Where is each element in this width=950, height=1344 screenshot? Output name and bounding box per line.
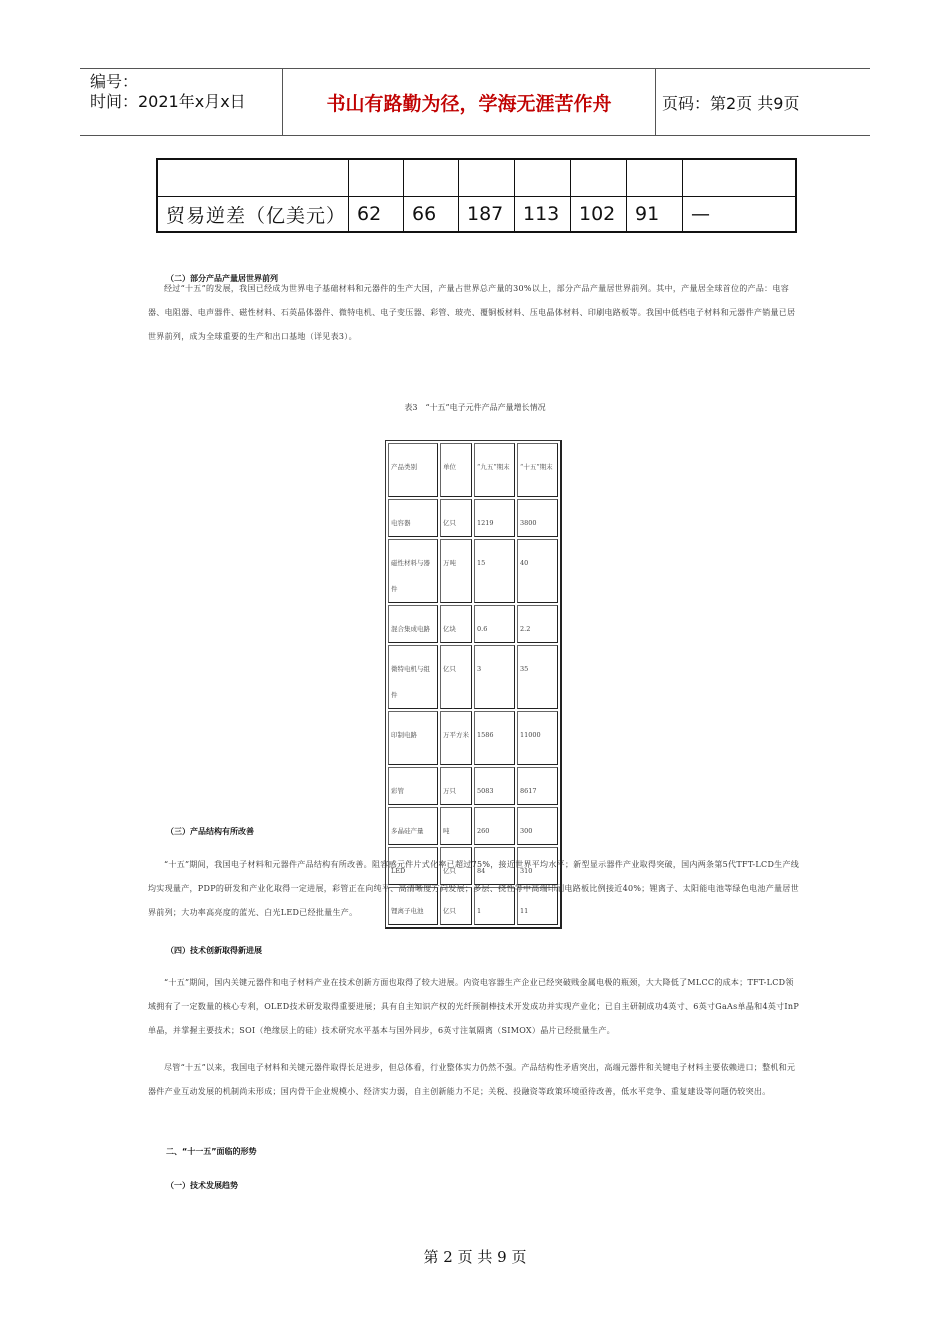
table-cell: 3800 — [517, 499, 558, 537]
table-cell: 84 — [474, 847, 515, 885]
column-header: 产品类别 — [388, 443, 438, 497]
table-cell: 万吨 — [440, 539, 472, 603]
trade-deficit-table — [156, 158, 797, 233]
table-cell: 锂离子电池 — [388, 887, 438, 925]
section-heading: （三）产品结构有所改善 — [166, 827, 254, 836]
subsection-heading: （一）技术发展趋势 — [166, 1181, 238, 1190]
table-cell: 万只 — [440, 767, 472, 805]
table-row — [388, 807, 558, 845]
column-header: “十五”期末 — [517, 443, 558, 497]
table-cell: 亿只 — [440, 499, 472, 537]
table-cell: 300 — [517, 807, 558, 845]
row-label: 贸易逆差（亿美元） — [157, 197, 349, 233]
table-cell: 彩管 — [388, 767, 438, 805]
table-cell: 11000 — [517, 711, 558, 765]
table-cell: 1219 — [474, 499, 515, 537]
table-cell: 40 — [517, 539, 558, 603]
table-cell: 亿只 — [440, 645, 472, 709]
table-cell: 印制电路 — [388, 711, 438, 765]
table-cell: 微特电机与组件 — [388, 645, 438, 709]
table-cell: 15 — [474, 539, 515, 603]
table-cell: 多晶硅产量 — [388, 807, 438, 845]
table-row — [388, 645, 558, 709]
header-divider — [282, 68, 283, 136]
table-cell: 万平方米 — [440, 711, 472, 765]
table-cell: 亿块 — [440, 605, 472, 643]
paragraph: “十五”期间，我国电子材料和元器件产品结构有所改善。阻容感元件片式化率已超过75%，接近世界平均水平；新型显示器件产业取得突破，国内两条第5代TFT-LCD生产线均实现量产，PDP的研发和产业化取得一定进展，彩管正在向纯平、高清晰度方向发展；多层、挠性等中高端印刷电路板比例接近40%；锂离子、太阳能电池等绿色电池产量居世界前列；大功率高亮度的蓝光、白光LED已经批量生产。 — [148, 860, 800, 917]
table-cell: — — [683, 197, 797, 233]
table-cell: 113 — [515, 197, 571, 233]
paragraph: 经过“十五”的发展，我国已经成为世界电子基础材料和元器件的生产大国，产量占世界总产量的30%以上，部分产品产量居世界前列。其中，产量居全球首位的产品：电容器、电阻器、电声器件、磁性材料、石英晶体器件、微特电机、电子变压器、彩管、玻壳、覆铜板材料、压电晶体材料、印刷电路板等。我国中低档电子材料和元器件产销量已居世界前列，成为全球重要的生产和出口基地（详见表3）。 — [148, 284, 796, 341]
table-row — [388, 443, 558, 497]
document-date: 时间：2021年x月x日 — [90, 92, 246, 111]
table-cell: 3 — [474, 645, 515, 709]
table-cell: 2.2 — [517, 605, 558, 643]
header-divider — [655, 68, 656, 136]
table-cell: 187 — [459, 197, 515, 233]
table-row — [388, 605, 558, 643]
table-cell: 亿只 — [440, 887, 472, 925]
table-cell: 35 — [517, 645, 558, 709]
table-cell: 102 — [571, 197, 627, 233]
table-caption: 表3 “十五”电子元件产品产量增长情况 — [404, 403, 546, 412]
table-row — [388, 767, 558, 805]
header-page-number: 页码：第2页 共9页 — [662, 93, 800, 113]
table-cell: 310 — [517, 847, 558, 885]
table-cell: 1 — [474, 887, 515, 925]
table-cell: 吨 — [440, 807, 472, 845]
header-motto: 书山有路勤为径，学海无涯苦作舟 — [326, 92, 612, 115]
table-cell: 0.6 — [474, 605, 515, 643]
table-row — [157, 197, 796, 233]
table-cell: 磁性材料与器件 — [388, 539, 438, 603]
table-cell: 66 — [404, 197, 459, 233]
table-cell: 260 — [474, 807, 515, 845]
table-cell: 62 — [349, 197, 404, 233]
paragraph: 尽管“十五”以来，我国电子材料和关键元器件取得长足进步，但总体看，行业整体实力仍然不强。产品结构性矛盾突出，高端元器件和关键电子材料主要依赖进口；整机和元器件产业互动发展的机制尚未形成；国内骨干企业规模小、经济实力弱，自主创新能力不足；关税、投融资等政策环境亟待改善，低水平竞争、重复建设等问题仍较突出。 — [148, 1063, 796, 1096]
section-heading: （四）技术创新取得新进展 — [166, 946, 262, 955]
document-number: 编号： — [90, 72, 139, 91]
table-cell: 8617 — [517, 767, 558, 805]
chapter-heading: 二、“十一五”面临的形势 — [166, 1147, 257, 1156]
table-cell: 5083 — [474, 767, 515, 805]
table-cell: 11 — [517, 887, 558, 925]
table-cell: LED — [388, 847, 438, 885]
table-row — [388, 499, 558, 537]
table-cell: 1586 — [474, 711, 515, 765]
table-cell: 91 — [627, 197, 683, 233]
header-meta — [90, 72, 246, 112]
table-cell: 电容器 — [388, 499, 438, 537]
column-header: “九五”期末 — [474, 443, 515, 497]
table-row — [388, 539, 558, 603]
table-row — [157, 159, 796, 197]
table-cell: 亿只 — [440, 847, 472, 885]
section-heading: （二）部分产品产量居世界前列 — [166, 274, 278, 283]
column-header: 单位 — [440, 443, 472, 497]
paragraph: “十五”期间，国内关键元器件和电子材料产业在技术创新方面也取得了较大进展。内资电容器生产企业已经突破贱金属电极的瓶颈，大大降低了MLCC的成本；TFT-LCD领域拥有了一定数量的核心专利，OLED技术研发取得重要进展；具有自主知识产权的光纤预制棒技术开发成功并实现产业化；已自主研制成功4英寸、6英寸GaAs单晶和4英寸InP单晶，并掌握主要技术；SOI（绝缘层上的硅）技术研究水平基本与国外同步，6英寸注氧隔离（SIMOX）晶片已经批量生产。 — [148, 978, 800, 1035]
table-cell: 混合集成电路 — [388, 605, 438, 643]
footer-page-number: 第 2 页 共 9 页 — [423, 1248, 527, 1266]
table-row — [388, 711, 558, 765]
